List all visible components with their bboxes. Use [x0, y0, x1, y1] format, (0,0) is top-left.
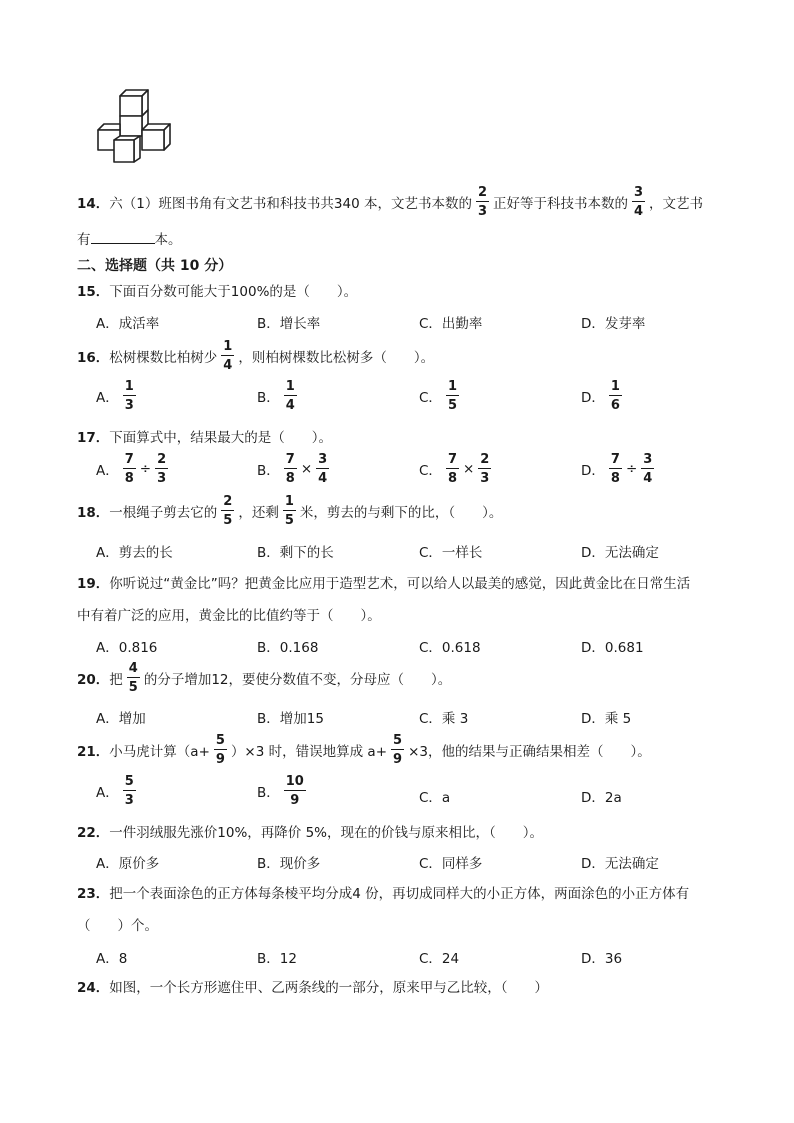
fraction: $\frac{2}{3}$	[477, 185, 487, 219]
option-a[interactable]: A．剪去的长	[96, 545, 173, 561]
option-c[interactable]: C．出勤率	[419, 316, 483, 332]
option-d[interactable]: D．乘 5	[581, 711, 632, 727]
option-c[interactable]: C．a	[419, 790, 451, 806]
question-18: 18． 一根绳子剪去它的 $\frac{2}{5}$ ，还剩 $\frac{1}{5}$ 米，剪去的与剩下的比，（ ）。	[77, 494, 503, 528]
option-d[interactable]: D．无法确定	[581, 856, 659, 872]
fraction: $\frac{5}{9}$	[215, 733, 225, 767]
question-text: 正好等于科技书本数的	[493, 196, 628, 212]
option-c[interactable]: C．24	[419, 951, 460, 967]
option-a[interactable]: A． $\frac{7}{8}$ ÷ $\frac{2}{3}$	[96, 452, 167, 486]
option-b[interactable]: B．剩下的长	[257, 545, 334, 561]
option-c[interactable]: C．乘 3	[419, 711, 469, 727]
option-a[interactable]: A．成活率	[96, 316, 160, 332]
option-b[interactable]: B． $\frac{10}{9}$	[257, 774, 304, 808]
option-d[interactable]: D． $\frac{1}{6}$	[581, 379, 620, 413]
fraction: $\frac{2}{5}$	[223, 494, 233, 528]
question-23-line2: （ ）个。	[77, 918, 158, 934]
question-17: 17．下面算式中，结果最大的是（ ）。	[77, 430, 333, 446]
question-text: 六（1）班图书角有文艺书和科技书共340 本，文艺书本数的	[109, 196, 472, 212]
question-23: 23．把一个表面涂色的正方体每条棱平均分成4 份，再切成同样大的小正方体，两面涂色的小正方体有	[77, 886, 690, 902]
option-b[interactable]: B．12	[257, 951, 297, 967]
fraction: $\frac{4}{5}$	[128, 661, 138, 695]
question-24: 24．如图，一个长方形遮住甲、乙两条线的一部分，原来甲与乙比较，（ ）	[77, 980, 549, 996]
question-14	[77, 186, 703, 218]
question-22: 22．一件羽绒服先涨价10%，再降价 5%，现在的价钱与原来相比，（ ）。	[77, 825, 544, 841]
fraction: $\frac{5}{9}$	[393, 733, 403, 767]
option-d[interactable]: D． $\frac{7}{8}$ ÷ $\frac{3}{4}$	[581, 452, 653, 486]
option-a[interactable]: A． $\frac{5}{3}$	[96, 774, 134, 808]
question-19: 19．你听说过“黄金比”吗？把黄金比应用于造型艺术，可以给人以最美的感觉，因此黄金比在日常生活	[77, 576, 691, 592]
question-14-line2: 有 本。	[77, 228, 182, 248]
option-d[interactable]: D．36	[581, 951, 623, 967]
question-20: 20． 把 $\frac{4}{5}$ 的分子增加12，要使分数值不变，分母应（ ）。	[77, 661, 452, 695]
fraction: $\frac{1}{5}$	[284, 494, 294, 528]
option-a[interactable]: A． $\frac{1}{3}$	[96, 379, 134, 413]
option-b[interactable]: B．现价多	[257, 856, 321, 872]
question-number: 14．	[77, 196, 110, 212]
option-b[interactable]: B． $\frac{1}{4}$	[257, 379, 295, 413]
option-a[interactable]: A．增加	[96, 711, 146, 727]
section-title: 二、选择题（共 10 分）	[77, 258, 233, 274]
question-16: 16． 松树棵数比柏树少 $\frac{1}{4}$ ，则柏树棵数比松树多（ ）。	[77, 339, 435, 373]
question-21: 21． 小马虎计算（a+ $\frac{5}{9}$ ）×3 时，错误地算成 a+ $\frac{5}{9}$ ×3，他的结果与正确结果相差（ ）。	[77, 733, 651, 767]
fraction: $\frac{1}{4}$	[223, 339, 233, 373]
cube-stack-figure	[96, 86, 180, 164]
option-a[interactable]: A．原价多	[96, 856, 160, 872]
option-a[interactable]: A．8	[96, 951, 128, 967]
option-b[interactable]: B．增加15	[257, 711, 324, 727]
answer-blank[interactable]	[91, 229, 155, 244]
option-d[interactable]: D．0.681	[581, 640, 644, 656]
option-a[interactable]: A．0.816	[96, 640, 158, 656]
option-c[interactable]: C． $\frac{1}{5}$	[419, 379, 457, 413]
fraction: $\frac{3}{4}$	[634, 185, 644, 219]
option-c[interactable]: C．同样多	[419, 856, 483, 872]
option-b[interactable]: B．增长率	[257, 316, 321, 332]
option-c[interactable]: C．0.618	[419, 640, 481, 656]
option-d[interactable]: D．发芽率	[581, 316, 646, 332]
option-c[interactable]: C．一样长	[419, 545, 483, 561]
option-b[interactable]: B．0.168	[257, 640, 319, 656]
question-15: 15．下面百分数可能大于100%的是（ ）。	[77, 284, 358, 300]
question-text: ，文艺书	[649, 196, 704, 212]
option-b[interactable]: B． $\frac{7}{8}$ × $\frac{3}{4}$	[257, 452, 328, 486]
option-d[interactable]: D．无法确定	[581, 545, 659, 561]
option-c[interactable]: C． $\frac{7}{8}$ × $\frac{2}{3}$	[419, 452, 490, 486]
question-19-line2: 中有着广泛的应用，黄金比的比值约等于（ ）。	[77, 608, 381, 624]
option-d[interactable]: D．2a	[581, 790, 622, 806]
